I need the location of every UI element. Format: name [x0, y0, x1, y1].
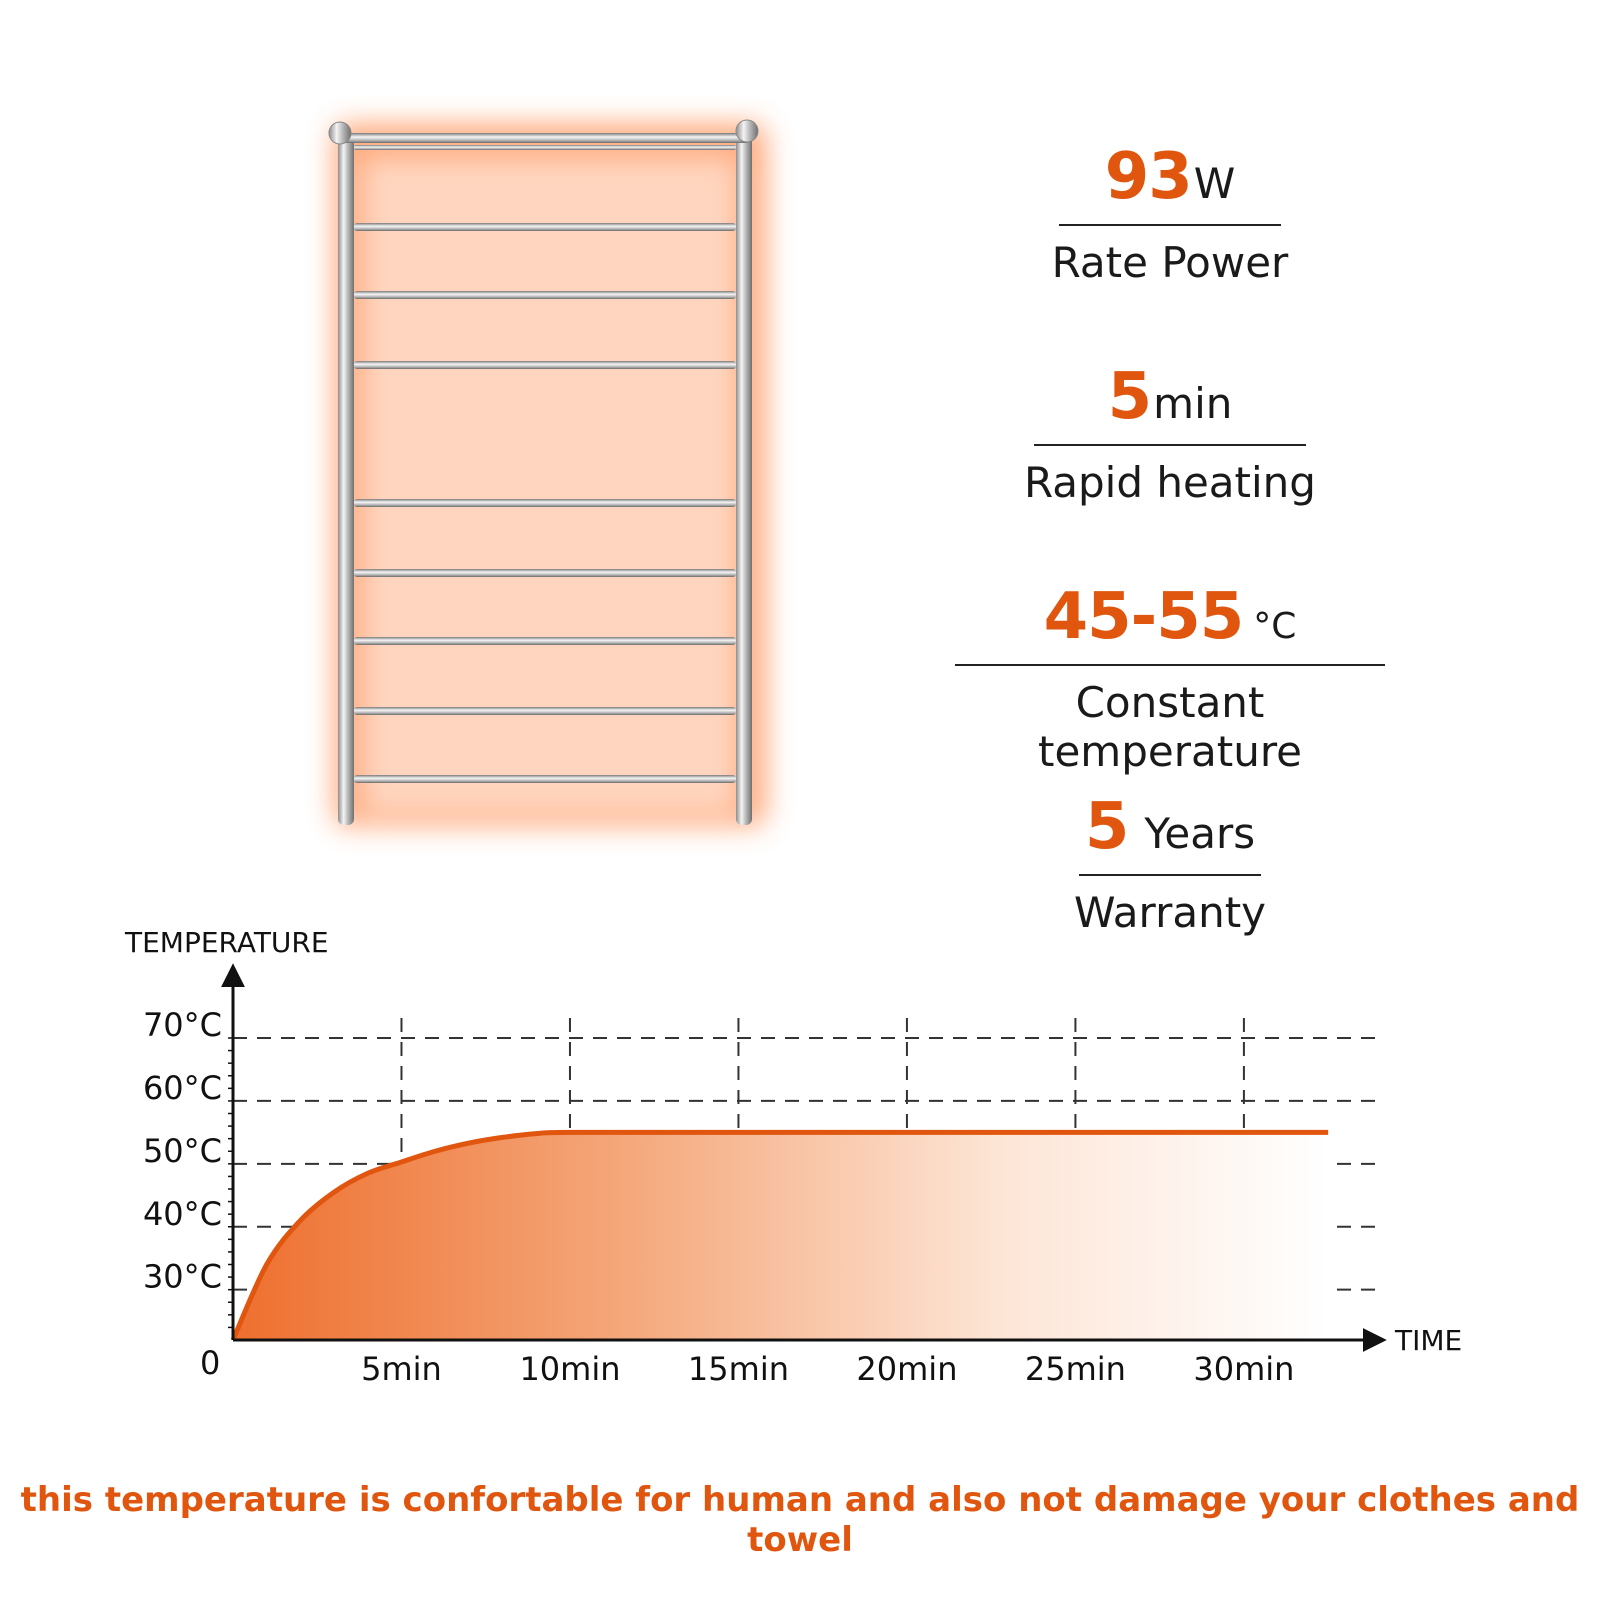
top-bar [340, 133, 750, 143]
spec-label: Rate Power [1051, 238, 1289, 287]
y-tick-label: 60°C [142, 1068, 222, 1107]
footer-note: this temperature is confortable for human and also not damage your clothes and towel [20, 1480, 1580, 1560]
right-upright [736, 135, 752, 825]
divider [955, 664, 1385, 666]
spec-unit: °C [1253, 606, 1297, 647]
y-axis-title: TEMPERATURE [125, 930, 329, 959]
origin-label: 0 [200, 1344, 221, 1382]
spec-rate-power [950, 140, 1390, 287]
spec-value: 5 [1084, 790, 1129, 864]
spec-label: Constant temperature [1038, 678, 1302, 776]
right-end-cap [736, 120, 758, 142]
x-tick-label: 5min [361, 1350, 442, 1388]
spec-label: Rapid heating [1024, 458, 1316, 507]
left-end-cap [329, 122, 351, 144]
spec-unit: Years [1144, 809, 1256, 858]
left-upright [338, 135, 354, 825]
x-tick-label: 25min [1024, 1350, 1126, 1388]
divider [1079, 874, 1261, 876]
spec-warranty [950, 790, 1390, 937]
x-tick-label: 30min [1193, 1350, 1295, 1388]
towel-rail-illustration [300, 95, 800, 875]
divider [1034, 444, 1306, 446]
x-tick-label: 20min [856, 1350, 958, 1388]
y-tick-label: 30°C [142, 1257, 222, 1296]
y-tick-label: 70°C [142, 1006, 222, 1044]
x-tick-label: 10min [519, 1350, 621, 1388]
spec-value: 93 [1104, 140, 1192, 214]
spec-unit: min [1153, 379, 1233, 428]
y-tick-label: 40°C [142, 1194, 222, 1233]
spec-constant-temperature [950, 580, 1390, 776]
divider [1059, 224, 1281, 226]
spec-rapid-heating [950, 360, 1390, 507]
y-tick-label: 50°C [142, 1131, 222, 1170]
spec-value: 45-55 [1043, 580, 1244, 654]
heating-curve-chart [0, 930, 1600, 1410]
spec-label: Warranty [1073, 888, 1267, 937]
x-tick-label: 15min [687, 1350, 789, 1388]
x-axis-title: TIME [1395, 1324, 1463, 1357]
spec-value: 5 [1107, 360, 1152, 434]
spec-unit: W [1193, 159, 1236, 208]
